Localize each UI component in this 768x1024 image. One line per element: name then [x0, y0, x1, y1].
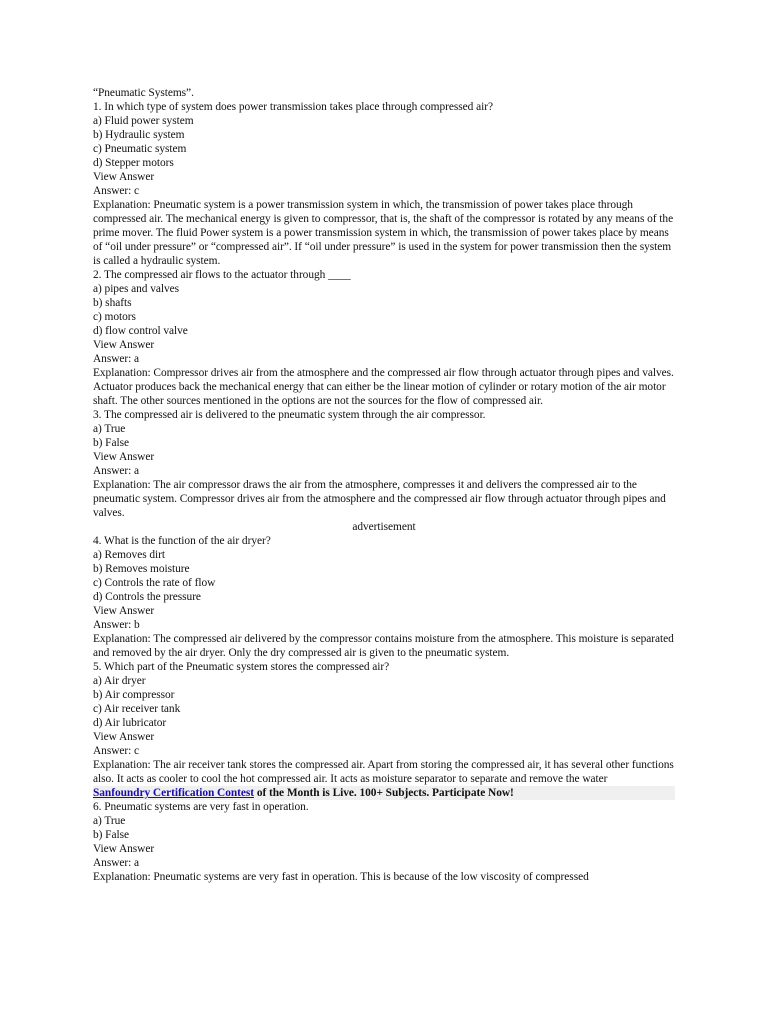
explanation-text: Explanation: The air compressor draws the air from the atmosphere, compresses it and delivers the compressed air to the pneumatic system. Compressor drives air from the atmosphere and the compressed air flow through actuator through pipes and valves. — [93, 479, 666, 519]
answer-text: Answer: c — [93, 185, 140, 197]
question-block-5 — [93, 660, 675, 786]
option-a: a) True — [93, 423, 126, 435]
explanation-text: Explanation: The air receiver tank stores the compressed air. Apart from storing the compressed air, it has several other functions also. It acts as cooler to cool the hot compressed air. It acts as moisture separator to separate and remove the water — [93, 759, 674, 785]
option-a: a) Air dryer — [93, 675, 146, 687]
option-d: d) Air lubricator — [93, 717, 167, 729]
question-text: 5. Which part of the Pneumatic system stores the compressed air? — [93, 661, 390, 673]
option-a: a) Fluid power system — [93, 115, 194, 127]
question-block-2 — [93, 268, 675, 408]
question-text: 4. What is the function of the air dryer? — [93, 535, 271, 547]
option-a: a) True — [93, 815, 126, 827]
question-block-1 — [93, 100, 675, 268]
view-answer-link[interactable]: View Answer — [93, 171, 155, 183]
question-block-4 — [93, 534, 675, 660]
option-d: d) flow control valve — [93, 325, 188, 337]
question-text: 1. In which type of system does power transmission takes place through compressed air? — [93, 101, 493, 113]
advertisement-label: advertisement — [352, 521, 416, 533]
certification-contest-link[interactable]: Sanfoundry Certification Contest — [93, 787, 255, 799]
option-a: a) pipes and valves — [93, 283, 180, 295]
option-b: b) shafts — [93, 297, 132, 309]
explanation-text: Explanation: Pneumatic system is a power transmission system in which, the transmission of power takes place through compressed air. The mechanical energy is given to compressor, that is, the shaft of the compressor is rotated by any means of the prime mover. The fluid Power system is a power transmission system in which, the transmission of power takes place by means of “oil under pressure” or “compressed air”. If “oil under pressure” is used in the system for power transmission then the system is called a hydraulic system. — [93, 199, 674, 267]
view-answer-link[interactable]: View Answer — [93, 843, 155, 855]
question-block-3 — [93, 408, 675, 520]
question-text: 3. The compressed air is delivered to the pneumatic system through the air compressor. — [93, 409, 486, 421]
answer-text: Answer: b — [93, 619, 140, 631]
option-c: c) Air receiver tank — [93, 703, 181, 715]
promo-banner-text: of the Month is Live. 100+ Subjects. Participate Now! — [254, 787, 514, 799]
answer-text: Answer: c — [93, 745, 140, 757]
option-b: b) Hydraulic system — [93, 129, 185, 141]
question-block-6 — [93, 800, 675, 884]
answer-text: Answer: a — [93, 353, 140, 365]
view-answer-link[interactable]: View Answer — [93, 451, 155, 463]
view-answer-link[interactable]: View Answer — [93, 339, 155, 351]
question-text: 2. The compressed air flows to the actuator through ____ — [93, 269, 351, 281]
option-b: b) False — [93, 829, 129, 841]
option-b: b) Removes moisture — [93, 563, 190, 575]
option-d: d) Controls the pressure — [93, 591, 201, 603]
option-c: c) motors — [93, 311, 136, 323]
question-text: 6. Pneumatic systems are very fast in operation. — [93, 801, 309, 813]
option-b: b) Air compressor — [93, 689, 175, 701]
option-a: a) Removes dirt — [93, 549, 166, 561]
view-answer-link[interactable]: View Answer — [93, 605, 155, 617]
explanation-text: Explanation: Compressor drives air from the atmosphere and the compressed air flow through actuator through pipes and valves. Actuator produces back the mechanical energy that can either be the linear motion of cylinder or rotary motion of the air motor shaft. The other sources mentioned in the options are not the sources for the flow of compressed air. — [93, 367, 674, 407]
option-c: c) Controls the rate of flow — [93, 577, 216, 589]
document-page — [93, 86, 675, 884]
option-d: d) Stepper motors — [93, 157, 174, 169]
document-title: “Pneumatic Systems”. — [93, 87, 194, 99]
option-b: b) False — [93, 437, 129, 449]
answer-text: Answer: a — [93, 857, 140, 869]
explanation-text: Explanation: Pneumatic systems are very fast in operation. This is because of the low viscosity of compressed — [93, 871, 589, 883]
view-answer-link[interactable]: View Answer — [93, 731, 155, 743]
promo-banner — [93, 786, 675, 800]
explanation-text: Explanation: The compressed air delivered by the compressor contains moisture from the atmosphere. This moisture is separated and removed by the air dryer. Only the dry compressed air is given to the pneumatic system. — [93, 633, 674, 659]
option-c: c) Pneumatic system — [93, 143, 187, 155]
answer-text: Answer: a — [93, 465, 140, 477]
